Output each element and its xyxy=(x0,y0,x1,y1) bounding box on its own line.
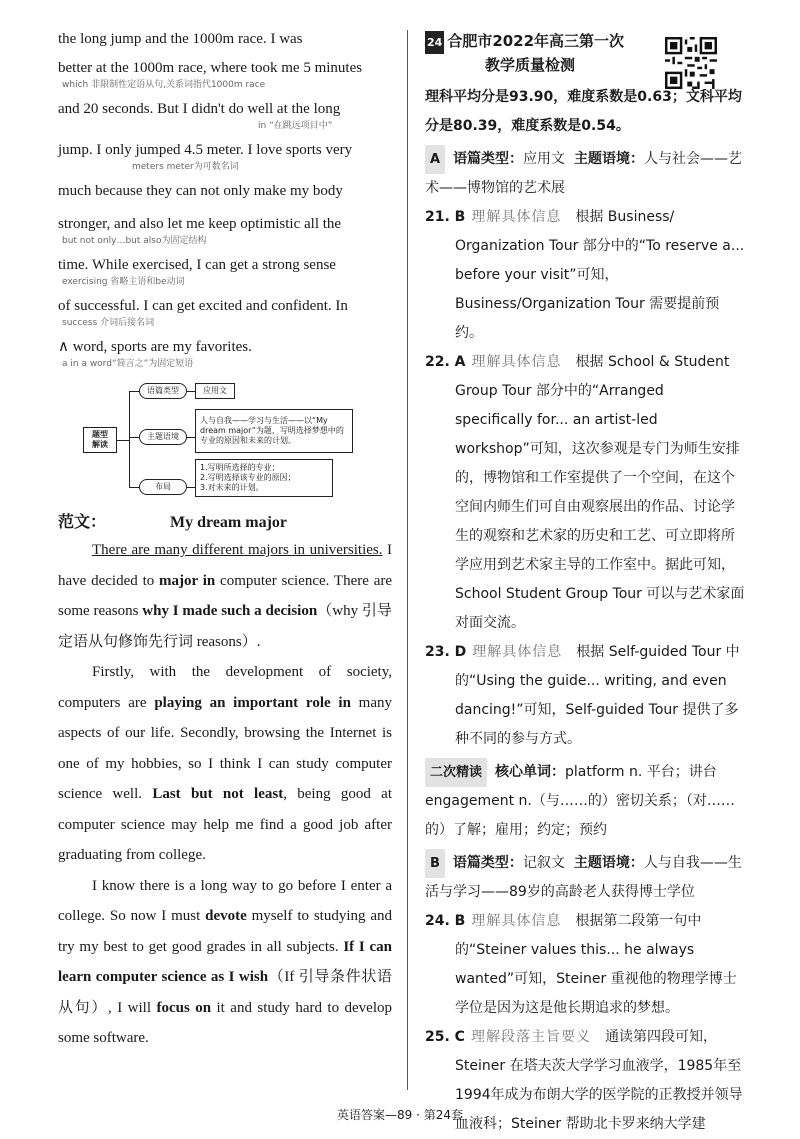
mindmap-branch-content: 人与自我——学习与生活——以“My dream major”为题，写明选择梦想中的专业的原因和未来的计划。 xyxy=(195,409,353,453)
essay-text: it and study hard to develop some software. xyxy=(58,999,392,1046)
core-words: platform n. 平台；讲台 engagement n.（与……的）密切关系；（对……的）了解；雇用；约定；预约 xyxy=(425,764,735,838)
question-number: 22. A xyxy=(425,354,466,370)
passage-line: the long jump and the 1000m race. I was xyxy=(58,31,303,47)
question-type-tag: 理解具体信息 xyxy=(471,913,562,929)
question-number: 21. B xyxy=(425,209,466,225)
genre-value: 记叙文 xyxy=(522,855,565,871)
essay-grammar-note: （why 引导定语从句修饰先行词 reasons）. xyxy=(58,603,392,650)
passage-line: and 20 seconds. But I didn't do well at the long xyxy=(58,101,341,117)
essay-key-phrase: major in xyxy=(159,572,216,589)
mindmap-line xyxy=(187,437,195,438)
model-essay-heading xyxy=(58,511,392,535)
mindmap-line xyxy=(129,487,139,488)
correction-note: but not only…but also为固定结构 xyxy=(62,236,207,246)
answer-explanation: 根据第二段第一句中的“Steiner values this... he always wanted”可知，Steiner 重视他的物理学博士学位是因为这是他长期追求的梦想。 xyxy=(455,913,737,1016)
question-number: 23. D xyxy=(425,644,467,660)
mindmap xyxy=(58,379,392,499)
question-type-tag: 理解具体信息 xyxy=(472,644,563,660)
question-type-tag: 理解具体信息 xyxy=(471,209,562,225)
answer-23 xyxy=(425,638,745,754)
model-essay-title: My dream major xyxy=(170,514,288,531)
correction-note: a in a word“简言之”为固定短语 xyxy=(62,359,194,369)
essay-key-phrase: playing an important role in xyxy=(154,694,351,711)
correction-note: in “在跳远项目中” xyxy=(258,121,333,131)
exam-title-line1: 合肥市2022年高三第一次 xyxy=(447,32,625,50)
answer-explanation: 根据 School & Student Group Tour 部分中的“Arranged specifically for... an artist-led workshop”可知，这次参观是专门为师生安排的，博物馆和工作室提供了一个空间，在这个空间内师生们可自由观察展出的作品、讨论学生的观察和艺术家的历史和工艺、可立即将所学应用到艺术家主导的工作室中。据此可知，School Student Group Tour 可以与艺术家面对面交流。 xyxy=(455,354,745,631)
mindmap-branch-content: 1.写明所选择的专业； 2.写明选择该专业的原因； 3.对未来的计划。 xyxy=(195,459,333,497)
exam-title-line2: 教学质量检测 xyxy=(485,56,576,74)
essay-paragraph-3 xyxy=(58,871,392,1054)
question-type-tag: 理解具体信息 xyxy=(471,354,562,370)
section-a-mark: A xyxy=(425,145,445,174)
mindmap-branch-label: 主题语境 xyxy=(139,429,187,445)
question-type-tag: 理解段落主旨要义 xyxy=(470,1029,591,1045)
mindmap-branch-label: 语篇类型 xyxy=(139,383,187,399)
essay-text: I know there is a long way to go before I enter a college. So now I must xyxy=(58,877,392,924)
mindmap-branch-content: 应用文 xyxy=(195,383,235,399)
core-words-label: 核心单词： xyxy=(495,764,566,780)
passage-line: better at the 1000m race, where took me 5 minutes xyxy=(58,60,363,76)
essay-text: I have decided to xyxy=(58,542,392,589)
correction-note: success 介词后接名词 xyxy=(62,318,155,328)
answer-explanation: 根据 Self-guided Tour 中的“Using the guide... writing, and even dancing!”可知，Self-guided Tour 提供了多种不同的参与方式。 xyxy=(455,644,740,747)
essay-key-phrase: If I can learn computer science as I wish xyxy=(58,938,393,985)
essay-key-phrase: Last but not least xyxy=(152,786,284,802)
essay-key-phrase: devote xyxy=(205,908,247,924)
right-column xyxy=(425,30,745,1139)
question-number: 25. C xyxy=(425,1029,465,1045)
second-reading-mark: 二次精读 xyxy=(425,758,487,787)
mindmap-root: 题型 解读 xyxy=(83,427,117,453)
section-b-header xyxy=(425,849,745,907)
essay-text: Firstly, with the development of society, computers are xyxy=(58,664,392,711)
qr-code-icon[interactable] xyxy=(665,37,717,89)
theme-label: 主题语境： xyxy=(573,855,644,871)
answer-21 xyxy=(425,203,745,348)
second-reading xyxy=(425,758,745,845)
essay-key-phrase: why I made such a decision xyxy=(142,603,318,619)
model-essay-label: 范文： xyxy=(58,514,107,531)
genre-label: 语篇类型： xyxy=(453,151,524,167)
answer-24 xyxy=(425,907,745,1023)
answer-22 xyxy=(425,348,745,638)
genre-value: 应用文 xyxy=(523,151,566,167)
passage-line: jump. I only jumped 4.5 meter. I love sports very xyxy=(58,142,353,158)
section-b-mark: B xyxy=(425,849,445,878)
score-stats: 理科平均分是93.90，难度系数是0.63；文科平均分是80.39，难度系数是0.54。 xyxy=(425,89,742,134)
correction-note: meters meter为可数名词 xyxy=(132,162,239,172)
essay-text: computer science. There are some reasons xyxy=(58,572,393,619)
mindmap-line xyxy=(117,440,129,441)
model-essay xyxy=(58,535,392,1054)
genre-label: 语篇类型： xyxy=(452,855,523,871)
mindmap-line xyxy=(129,437,139,438)
essay-paragraph-2 xyxy=(58,657,392,871)
column-divider xyxy=(407,30,408,1090)
passage-line: of successful. I can get excited and confident. In xyxy=(58,298,348,314)
essay-text: There are many different majors in universities. xyxy=(92,542,383,558)
section-a-header xyxy=(425,145,745,203)
set-number-badge: 24 xyxy=(425,31,444,54)
essay-text: myself to studying and try my best to get good grades in all subjects. xyxy=(58,908,393,955)
theme-label: 主题语境： xyxy=(573,151,644,167)
essay-text: , being good at computer science may help me find a good job after graduating from college. xyxy=(58,786,393,863)
answer-explanation: 通读第四段可知，Steiner 在塔夫茨大学学习血液学，1985年至1994年成为布朗大学的医学院的正教授并领导血液科；Steiner 帮助北卡罗来纳大学建 xyxy=(455,1029,743,1132)
correction-note: which 非限制性定语从句,关系词指代1000m race xyxy=(62,80,266,90)
essay-grammar-note: （If 引导条件状语从句）, I will xyxy=(58,969,392,1016)
page-footer: 英语答案—89 · 第24套 xyxy=(337,1108,463,1122)
left-column xyxy=(58,30,392,1054)
theme-value: 人与自我——生活与学习——89岁的高龄老人获得博士学位 xyxy=(425,855,742,900)
essay-text: many aspects of our life. Secondly, browsing the Internet is one of my hobbies, so I think I can study computer science well. xyxy=(58,694,393,802)
mindmap-line xyxy=(129,391,130,487)
mindmap-line xyxy=(187,487,195,488)
correction-note: exercising 省略主语和be动词 xyxy=(62,277,185,287)
mindmap-line xyxy=(129,391,139,392)
passage-line: time. While exercised, I can get a strong sense xyxy=(58,257,336,273)
theme-value: 人与社会——艺术——博物馆的艺术展 xyxy=(425,151,742,196)
essay-key-phrase: focus on xyxy=(156,999,212,1016)
passage-line: ∧ word, sports are my favorites. xyxy=(58,339,252,355)
corrected-passage xyxy=(58,30,392,370)
question-number: 24. B xyxy=(425,913,466,929)
mindmap-line xyxy=(187,391,195,392)
mindmap-branch-label: 布局 xyxy=(139,479,187,495)
answer-explanation: 根据 Business/ Organization Tour 部分中的“To reserve a... before your visit”可知，Business/Organization Tour 需要提前预约。 xyxy=(455,209,745,341)
essay-paragraph-1 xyxy=(58,535,392,657)
passage-line: stronger, and also let me keep optimistic all the xyxy=(58,216,342,232)
passage-line: much because they can not only make my body xyxy=(58,183,343,199)
